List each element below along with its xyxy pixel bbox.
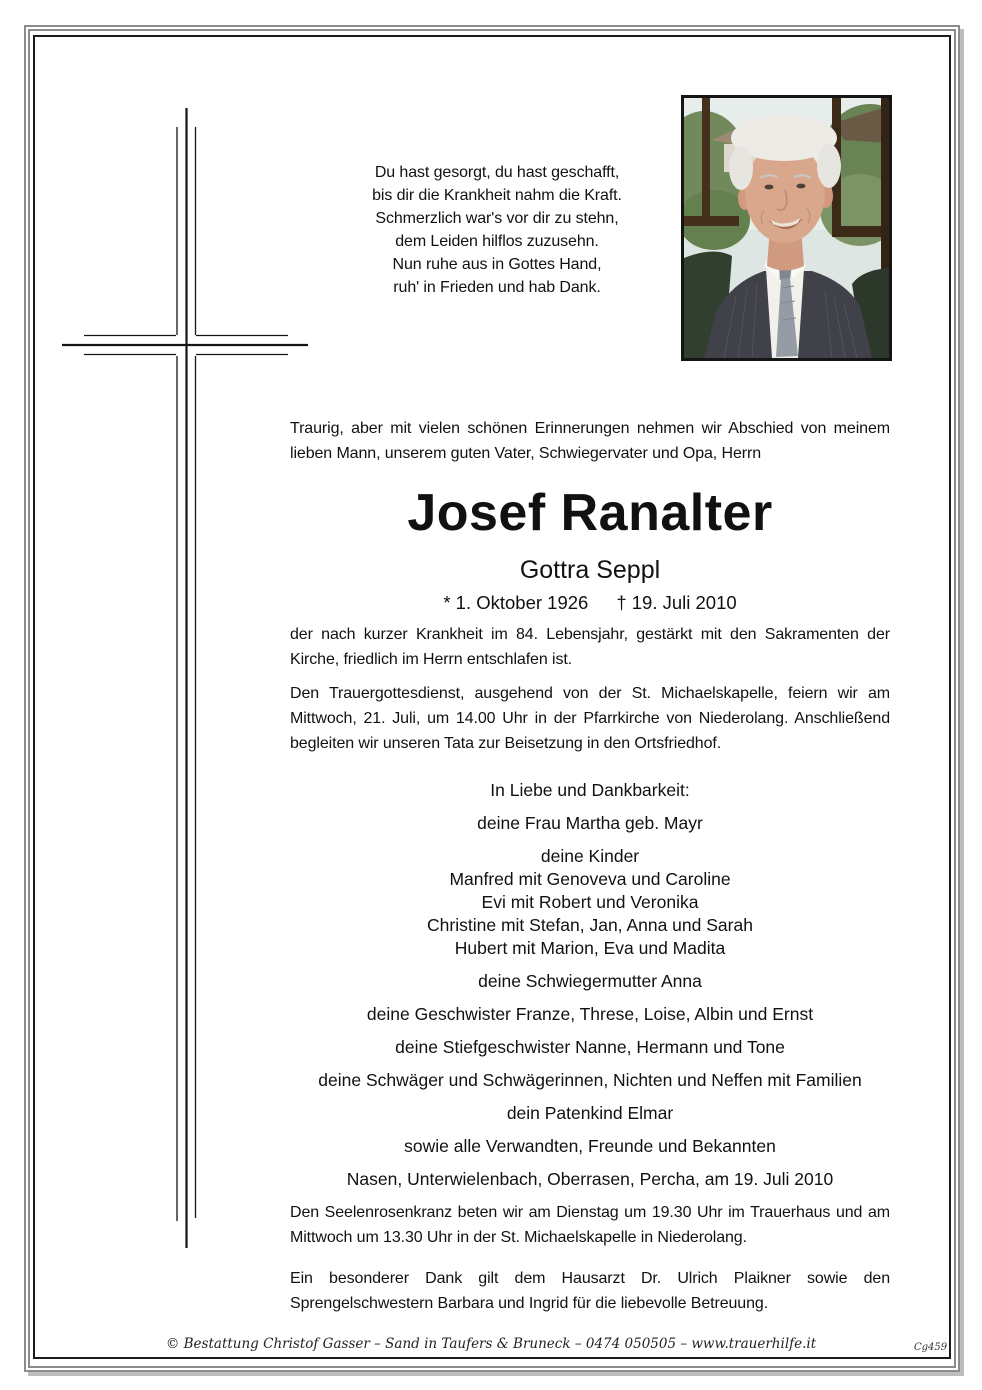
mourner-line: deine Schwiegermutter Anna	[478, 971, 702, 991]
mourner-line: dein Patenkind Elmar	[506, 1103, 674, 1123]
deceased-nickname: Gottra Seppl	[519, 556, 661, 584]
mourner-line: Evi mit Robert und Veronika	[481, 892, 699, 912]
death-date: † 19. Juli 2010	[616, 592, 737, 613]
mourners-list	[290, 779, 890, 1191]
rosary-text: Den Seelenrosenkranz beten wir am Dienstag um 19.30 Uhr im Trauerhaus und am Mittwoch um 13.30 Uhr in der St. Michaelskapelle in Niederolang.	[290, 1204, 890, 1246]
mourner-line: deine Schwäger und Schwägerinnen, Nichten und Neffen mit Familien	[318, 1070, 862, 1090]
poem-line: Nun ruhe aus in Gottes Hand,	[392, 256, 602, 273]
deceased-photo	[681, 95, 892, 361]
deceased-name: Josef Ranalter	[407, 484, 773, 542]
mourner-group-wife	[290, 812, 890, 835]
birth-date: * 1. Oktober 1926	[443, 592, 589, 613]
place-and-date-line	[290, 1168, 890, 1191]
mourner-group-relatives	[290, 1135, 890, 1158]
mourner-group-siblings	[290, 1003, 890, 1026]
mourner-line: Christine mit Stefan, Jan, Anna und Sarah	[427, 915, 753, 935]
poem-line: ruh' in Frieden und hab Dank.	[393, 279, 601, 296]
mourner-group-mother-in-law	[290, 970, 890, 993]
mourner-line: Manfred mit Genoveva und Caroline	[449, 869, 731, 889]
mourner-group-step-siblings	[290, 1036, 890, 1059]
mourner-line: deine Geschwister Franze, Threse, Loise, Albin und Ernst	[366, 1004, 814, 1024]
funeral-service-text: Den Trauergottesdienst, ausgehend von der St. Michaelskapelle, feiern wir am Mittwoch, 21. Juli, um 14.00 Uhr in der Pfarrkirche von Niederolang. Anschließend begleiten wir unseren Tata zur Beisetzung in den Ortsfriedhof.	[290, 685, 890, 752]
mourners-heading: In Liebe und Dankbarkeit:	[490, 780, 690, 800]
poem-line: bis dir die Krankheit nahm die Kraft.	[372, 187, 622, 204]
intro-text: Traurig, aber mit vielen schönen Erinnerungen nehmen wir Abschied von meinem lieben Mann, unserem guten Vater, Schwiegervater und Opa, Herrn	[290, 420, 890, 462]
mourner-line: deine Kinder	[540, 846, 640, 866]
portrait-illustration	[684, 98, 889, 358]
printer-mark: Cg459	[914, 1342, 948, 1353]
poem-line: Du hast gesorgt, du hast geschafft,	[374, 164, 620, 181]
thanks-text: Ein besonderer Dank gilt dem Hausarzt Dr. Ulrich Plaikner sowie den Sprengelschwestern Barbara und Ingrid für die liebevolle Betreuung.	[290, 1270, 890, 1312]
mourner-line: sowie alle Verwandten, Freunde und Bekannten	[404, 1136, 776, 1156]
mourner-line: deine Frau Martha geb. Mayr	[477, 813, 703, 833]
mourner-line: Nasen, Unterwielenbach, Oberrasen, Percha, am 19. Juli 2010	[346, 1169, 834, 1189]
mourner-line: deine Stiefgeschwister Nanne, Hermann und Tone	[395, 1037, 785, 1057]
poem-line: dem Leiden hilflos zuzusehn.	[395, 233, 599, 250]
life-dates	[290, 591, 890, 615]
mourner-line: Hubert mit Marion, Eva und Madita	[454, 938, 726, 958]
mourner-group-godchild	[290, 1102, 890, 1125]
mourner-group-in-laws	[290, 1069, 890, 1092]
death-note-text: der nach kurzer Krankheit im 84. Lebensjahr, gestärkt mit den Sakramenten der Kirche, friedlich im Herrn entschlafen ist.	[290, 626, 890, 668]
poem-line: Schmerzlich war's vor dir zu stehn,	[375, 210, 619, 227]
memorial-poem	[327, 161, 667, 299]
mourner-group-children	[290, 845, 890, 960]
funeral-home-credit: © Bestattung Christof Gasser – Sand in Taufers & Bruneck – 0474 050505 – www.trauerhilfe.it	[165, 1336, 817, 1352]
